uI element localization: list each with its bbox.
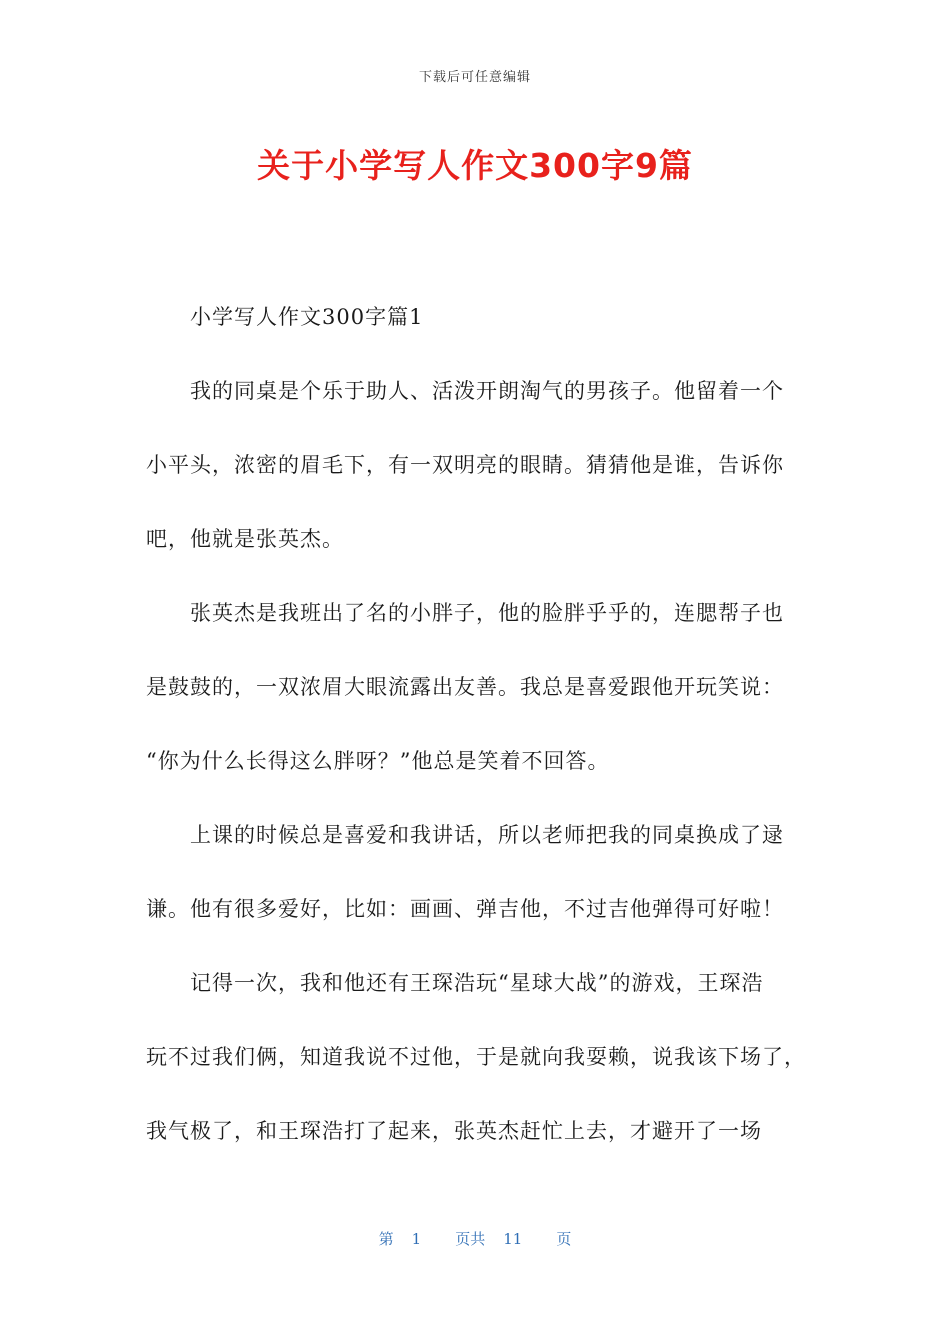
paragraph-1 <box>146 354 806 576</box>
paragraph-line: 是鼓鼓的，一双浓眉大眼流露出友善。我总是喜爱跟他开玩笑说： <box>146 675 784 699</box>
footer-prefix: 第 <box>378 1230 394 1248</box>
paragraph-line: 记得一次，我和他还有王琛浩玩“星球大战”的游戏，王琛浩 <box>190 971 764 995</box>
document-title: 关于小学写人作文300字9篇 <box>257 146 693 185</box>
paragraph-line: 玩不过我们俩，知道我说不过他，于是就向我耍赖，说我该下场了， <box>146 1045 806 1069</box>
header-note: 下载后可任意编辑 <box>418 70 531 85</box>
paragraph-line: 我气极了，和王琛浩打了起来，张英杰赶忙上去，才避开了一场 <box>146 1119 762 1143</box>
section-heading <box>146 280 806 354</box>
footer-page-number: 1 <box>411 1230 422 1248</box>
paragraph-line: 张英杰是我班出了名的小胖子，他的脸胖乎乎的，连腮帮子也 <box>190 601 784 625</box>
footer-total-pages: 11 <box>503 1230 523 1248</box>
document-body <box>146 280 806 1168</box>
paragraph-line: 小平头，浓密的眉毛下，有一双明亮的眼睛。猜猜他是谁，告诉你 <box>146 453 784 477</box>
page-footer <box>0 1228 950 1249</box>
paragraph-line: “你为什么长得这么胖呀？”他总是笑着不回答。 <box>146 749 610 773</box>
paragraph-4 <box>146 946 806 1168</box>
paragraph-line: 谦。他有很多爱好，比如：画画、弹吉他，不过吉他弹得可好啦！ <box>146 897 784 921</box>
paragraph-line: 吧，他就是张英杰。 <box>146 527 344 551</box>
paragraph-2 <box>146 576 806 798</box>
footer-suffix: 页 <box>556 1230 572 1248</box>
paragraph-line: 上课的时候总是喜爱和我讲话，所以老师把我的同桌换成了逯 <box>190 823 784 847</box>
paragraph-3 <box>146 798 806 946</box>
paragraph-line: 我的同桌是个乐于助人、活泼开朗淘气的男孩子。他留着一个 <box>190 379 784 403</box>
footer-mid: 页共 <box>455 1230 486 1248</box>
section-heading-text: 小学写人作文300字篇1 <box>190 305 424 329</box>
